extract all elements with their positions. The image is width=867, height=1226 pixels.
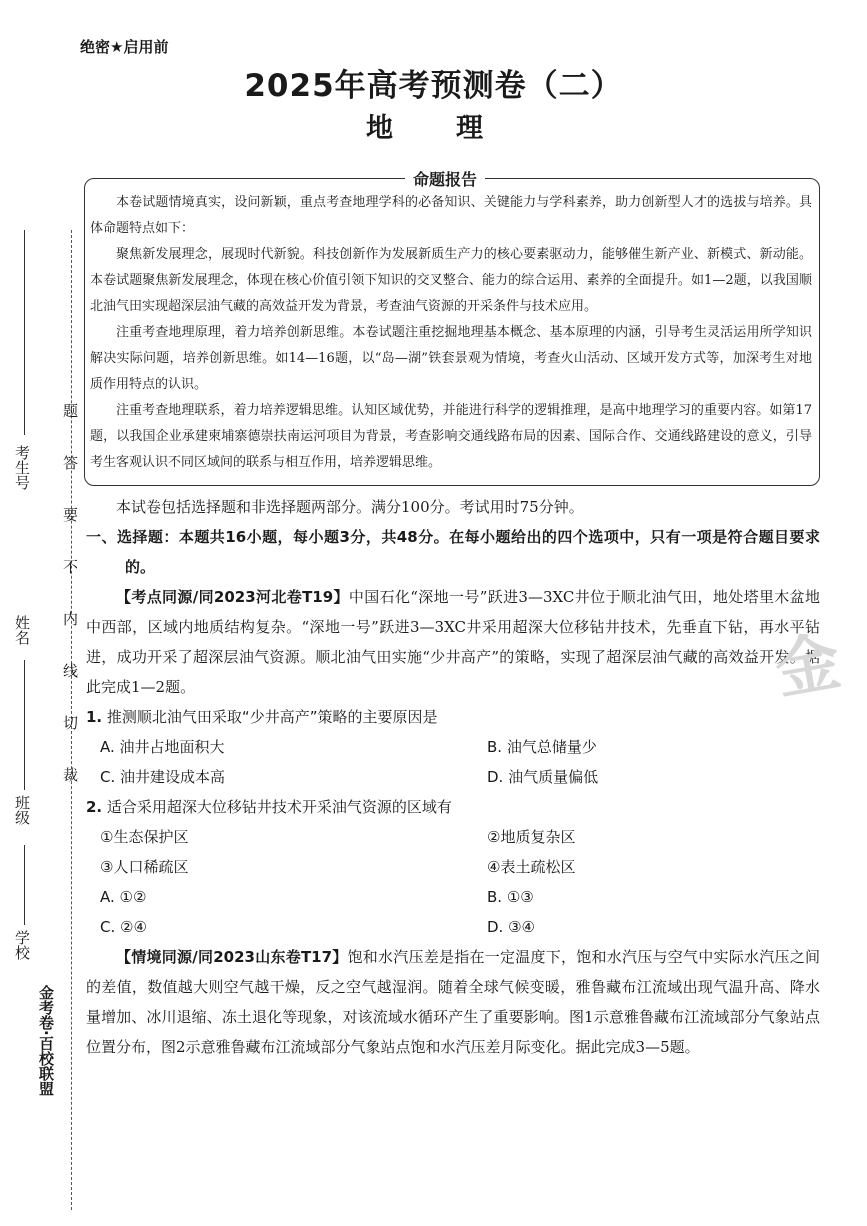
question-1-stem: 推测顺北油气田采取“少井高产”策略的主要原因是 [106, 708, 438, 726]
source-tag-2: 【情境同源/同2023山东卷T17】 [116, 948, 348, 966]
report-title: 命题报告 [405, 167, 485, 190]
passage-two-text: 饱和水汽压差是指在一定温度下，饱和水汽压与空气中实际水汽压之间的差值，数值越大则空气越干燥，反之空气越湿润。随着全球气候变暖，雅鲁藏布江流域出现气温升高、降水量增加、冰川退缩、冻土退化等现象，对该流域水循环产生了重要影响。图1示意雅鲁藏布江流域部分气象站点位置分布，图2示意雅鲁藏布江流域部分气象站点饱和水汽压差月际变化。据此完成3—5题。 [86, 948, 820, 1056]
main-content [86, 492, 820, 1062]
subject-title: 地 理 [366, 113, 501, 144]
option-b: B. 油气总储量少 [487, 738, 597, 756]
report-paragraph [90, 242, 812, 320]
option-d: D. ③④ [487, 918, 535, 936]
class-line [24, 845, 25, 925]
school-label: 学校 [13, 930, 31, 960]
exam-number-line [24, 230, 25, 435]
option-d: D. 油气质量偏低 [487, 768, 599, 786]
cut-char-1: 答 [61, 455, 79, 470]
item-2: ②地质复杂区 [487, 828, 576, 846]
cut-char-4: 内 [61, 611, 79, 626]
class-label: 班级 [13, 795, 31, 825]
question-2-options [86, 882, 820, 942]
question-2-items [86, 822, 820, 882]
watermark-logo: 金 [770, 624, 846, 709]
cut-char-7: 裁 [61, 767, 79, 782]
question-1-number: 1. [86, 708, 103, 726]
item-1: ①生态保护区 [100, 828, 189, 846]
passage-one [86, 582, 820, 702]
item-4: ④表土疏松区 [487, 858, 576, 876]
cut-char-6: 切 [61, 715, 79, 730]
question-2 [86, 792, 820, 822]
option-c: C. 油井建设成本高 [100, 768, 226, 786]
report-text [90, 190, 812, 476]
passage-two [86, 942, 820, 1062]
name-label: 姓名 [13, 615, 31, 645]
report-lead-3: 注重考查地理联系，着力培养逻辑思维。 [116, 403, 352, 418]
exam-intro: 本试卷包括选择题和非选择题两部分。满分100分。考试用时75分钟。 [116, 498, 584, 516]
option-a: A. 油井占地面积大 [100, 738, 225, 756]
cut-char-0: 题 [61, 403, 79, 418]
name-line [24, 660, 25, 790]
exam-title: 2025年高考预测卷（二） [244, 68, 623, 104]
source-tag-1: 【考点同源/同2023河北卷T19】 [116, 588, 349, 606]
report-lead-2: 注重考查地理原理，着力培养创新思维。 [116, 325, 353, 340]
cut-char-3: 不 [61, 559, 79, 574]
exam-number-label: 考生号 [13, 445, 31, 490]
item-3: ③人口稀疏区 [100, 858, 189, 876]
report-text-3: 认知区域优势，并能进行科学的逻辑推理，是高中地理学习的重要内容。如第17题，以我国企业承建柬埔寨德崇扶南运河项目为背景，考查影响交通线路布局的因素、国际合作、交通线路建设的意义，引导考生客观认识不同区域间的联系与相互作用，培养逻辑思维。 [90, 403, 812, 470]
cut-char-2: 要 [61, 507, 79, 522]
option-b: B. ①③ [487, 888, 534, 906]
question-1-options [86, 732, 820, 792]
report-text-0: 本卷试题情境真实，设问新颖，重点考查地理学科的必备知识、关键能力与学科素养，助力创新型人才的选拔与培养。具体命题特点如下： [90, 195, 812, 236]
union-label: 金考卷·百校联盟 [37, 985, 55, 1096]
report-text-2: 本卷试题注重挖掘地理基本概念、基本原理的内涵，引导考生灵活运用所学知识解决实际问题，培养创新思维。如14—16题，以“岛—湖”铁套景观为情境，考查火山活动、区域开发方式等，加深考生对地质作用特点的认识。 [90, 325, 812, 392]
report-paragraph [90, 320, 812, 398]
question-1 [86, 702, 820, 732]
question-2-number: 2. [86, 798, 103, 816]
option-c: C. ②④ [100, 918, 147, 936]
cut-char-5: 线 [61, 663, 79, 678]
report-paragraph [90, 190, 812, 242]
report-paragraph [90, 398, 812, 476]
report-text-1: 科技创新作为发展新质生产力的核心要素驱动力，能够催生新产业、新模式、新动能。本卷试题聚焦新发展理念，体现在核心价值引领下知识的交叉整合、能力的综合运用、素养的全面提升。如1—2题，以我国顺北油气田实现超深层油气藏的高效益开发为背景，考查油气资源的开采条件与技术应用。 [90, 247, 812, 314]
question-2-stem: 适合采用超深大位移钻井技术开采油气资源的区域有 [106, 798, 452, 816]
option-a: A. ①② [100, 888, 147, 906]
section-one-heading: 一、选择题：本题共16小题，每小题3分，共48分。在每小题给出的四个选项中，只有一项是符合题目要求的。 [86, 528, 820, 576]
report-lead-1: 聚焦新发展理念，展现时代新貌。 [116, 247, 314, 262]
passage-one-text: 中国石化“深地一号”跃进3—3XC井位于顺北油气田，地处塔里木盆地中西部，区域内地质结构复杂。“深地一号”跃进3—3XC井采用超深大位移钻井技术，先垂直下钻，再水平钻进，成功开采了超深层油气资源。顺北油气田实施“少井高产”的策略，实现了超深层油气藏的高效益开发。据此完成1—2题。 [86, 588, 820, 696]
secret-label: 绝密★启用前 [80, 38, 169, 56]
